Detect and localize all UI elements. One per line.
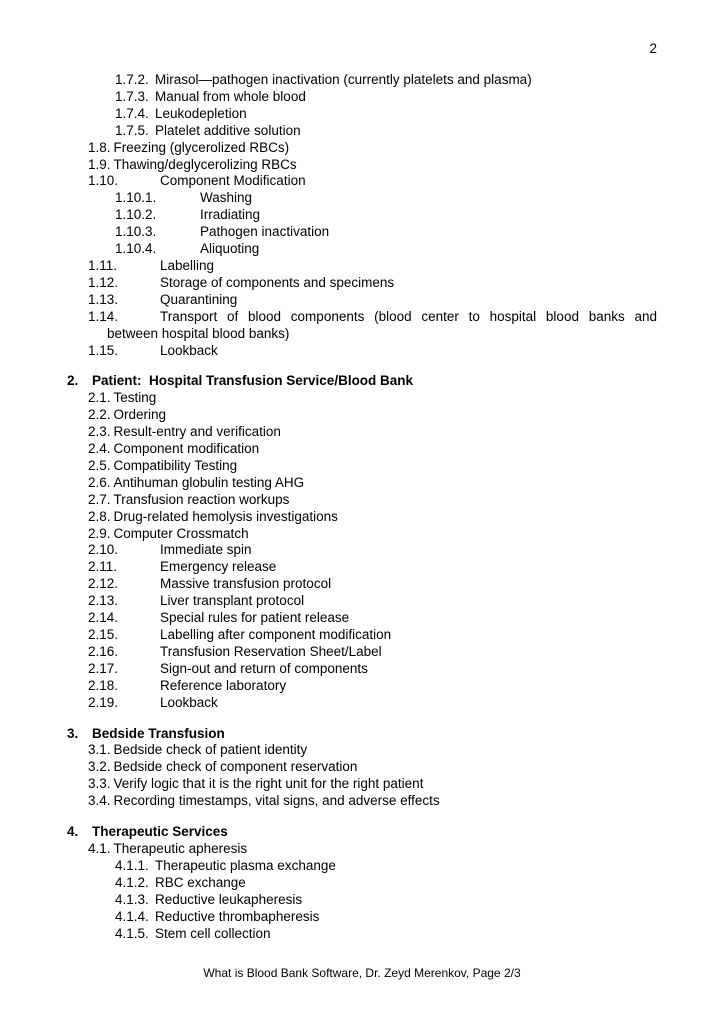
item-number: 2.15. (88, 627, 119, 642)
outline-item (0, 424, 724, 441)
outline-item (0, 72, 724, 89)
outline-item (0, 258, 724, 275)
item-text: Freezing (glycerolized RBCs) (113, 139, 290, 155)
item-number: 1.10. (88, 173, 119, 189)
outline-item (0, 241, 724, 258)
item-text: Verify logic that it is the right unit for the right patient (113, 776, 424, 792)
item-number: 1.10.1. (115, 190, 157, 206)
outline-item (0, 926, 724, 943)
item-text: Quarantining (160, 291, 238, 307)
item-number: 4.1.5. (115, 925, 149, 941)
section-heading (0, 726, 724, 743)
item-text: RBC exchange (155, 874, 246, 890)
outline-item-continuation: between hospital blood banks) (107, 325, 290, 341)
item-text: Washing (200, 190, 253, 206)
item-text: Aliquoting (200, 241, 260, 257)
item-number: 1.10.4. (115, 241, 157, 257)
item-number: 2.9. (88, 525, 111, 541)
item-text: Thawing/deglycerolizing RBCs (113, 156, 297, 172)
item-text: Manual from whole blood (155, 88, 306, 104)
item-text: Storage of components and specimens (160, 274, 395, 290)
outline-item (0, 292, 724, 309)
item-text: Special rules for patient release (160, 610, 350, 626)
outline-item (0, 875, 724, 892)
item-text: Stem cell collection (155, 925, 271, 941)
outline-item (0, 841, 724, 858)
item-number: 2.7. (88, 491, 111, 507)
item-text: Transfusion Reservation Sheet/Label (160, 643, 382, 659)
item-text: Reference laboratory (160, 677, 287, 693)
outline-item (0, 610, 724, 627)
item-number: 1.14. (88, 308, 119, 324)
item-text: Component Modification (160, 173, 306, 189)
item-text: Lookback (160, 342, 218, 358)
outline-item (0, 509, 724, 526)
item-number: 1.10.2. (115, 207, 157, 223)
item-text: Immediate spin (160, 542, 252, 558)
item-number: 2.10. (88, 542, 119, 558)
item-number: 1.15. (88, 342, 119, 358)
item-text: Reductive leukapheresis (155, 891, 303, 907)
item-text: Therapeutic Services (92, 824, 228, 840)
outline-item (0, 661, 724, 678)
outline-item (0, 576, 724, 593)
item-number: 2.11. (88, 559, 118, 575)
item-number: 1.9. (88, 156, 111, 172)
item-text: Testing (113, 390, 157, 406)
item-text: Therapeutic plasma exchange (155, 857, 336, 873)
item-text: Transfusion reaction workups (113, 491, 290, 507)
item-number: 2.3. (88, 424, 111, 440)
outline-item (0, 559, 724, 576)
outline-item (0, 224, 724, 241)
section-heading (0, 373, 724, 390)
item-number: 1.7.4. (115, 105, 149, 121)
item-text: Irradiating (200, 207, 261, 223)
outline-item (0, 526, 724, 543)
item-number: 1.8. (88, 139, 111, 155)
item-text: Bedside check of component reservation (113, 759, 358, 775)
item-number: 2.14. (88, 610, 119, 626)
item-number: 4.1.4. (115, 908, 149, 924)
outline-item (0, 140, 724, 157)
outline-item (0, 492, 724, 509)
item-number: 1.7.5. (115, 122, 149, 138)
page-number: 2 (649, 41, 657, 56)
outline-item (0, 441, 724, 458)
item-text: Labelling (160, 257, 215, 273)
item-number: 3. (67, 725, 79, 741)
outline-item (0, 275, 724, 292)
item-text: Ordering (113, 407, 167, 423)
item-number: 2.8. (88, 508, 111, 524)
item-number: 4.1. (88, 840, 111, 856)
item-number: 2.6. (88, 474, 111, 490)
item-number: 2.16. (88, 643, 119, 659)
outline-item (0, 89, 724, 106)
item-text: Reductive thrombapheresis (155, 908, 320, 924)
item-number: 1.7.3. (115, 88, 149, 104)
item-text: Component modification (113, 441, 260, 457)
item-number: 2.5. (88, 457, 111, 473)
outline-item (0, 343, 724, 360)
outline-item (0, 593, 724, 610)
section-heading (0, 824, 724, 841)
item-number: 2. (67, 373, 79, 389)
item-number: 2.13. (88, 593, 119, 609)
item-text: Computer Crossmatch (113, 525, 249, 541)
outline-item (0, 173, 724, 190)
outline-item (0, 475, 724, 492)
item-text: Platelet additive solution (155, 122, 301, 138)
item-number: 4. (67, 824, 79, 840)
outline-list (0, 72, 724, 942)
item-text: Labelling after component modification (160, 627, 392, 642)
outline-item (0, 207, 724, 224)
footer-text: What is Blood Bank Software, Dr. Zeyd Merenkov, Page 2/3 (203, 966, 521, 980)
outline-item (0, 407, 724, 424)
outline-item (0, 644, 724, 661)
item-text: Bedside check of patient identity (113, 742, 308, 758)
item-number: 2.1. (88, 390, 111, 406)
item-number: 2.18. (88, 677, 119, 693)
item-text: Pathogen inactivation (200, 224, 330, 240)
item-text: Transport of blood components (blood center to hospital blood banks and (160, 308, 657, 324)
outline-item (0, 190, 724, 207)
outline-item (0, 106, 724, 123)
item-number: 2.2. (88, 407, 111, 423)
item-text: Drug-related hemolysis investigations (113, 508, 338, 524)
item-text: Therapeutic apheresis (113, 840, 248, 856)
outline-item (0, 858, 724, 875)
outline-item (0, 309, 724, 326)
outline-item (0, 909, 724, 926)
item-number: 4.1.1. (115, 857, 149, 873)
item-number: 3.2. (88, 759, 111, 775)
item-text: Patient: Hospital Transfusion Service/Blood Bank (92, 373, 414, 389)
outline-item (0, 892, 724, 909)
item-number: 3.4. (88, 793, 111, 809)
item-number: 4.1.3. (115, 891, 149, 907)
item-number: 2.19. (88, 694, 119, 710)
item-text: Leukodepletion (155, 105, 247, 121)
outline-item (0, 123, 724, 140)
item-text: Sign-out and return of components (160, 660, 368, 676)
outline-item (0, 678, 724, 695)
item-text: Lookback (160, 694, 218, 710)
item-text: Massive transfusion protocol (160, 576, 332, 592)
item-text: Result-entry and verification (113, 424, 281, 440)
outline-item (0, 793, 724, 810)
item-text: Bedside Transfusion (92, 725, 225, 741)
item-number: 1.13. (88, 291, 119, 307)
item-text: Compatibility Testing (113, 457, 238, 473)
outline-item (0, 759, 724, 776)
item-text: Emergency release (160, 559, 277, 575)
outline-item (0, 742, 724, 759)
item-number: 4.1.2. (115, 874, 149, 890)
item-number: 2.17. (88, 660, 119, 676)
item-number: 1.11. (88, 257, 118, 273)
item-text: Liver transplant protocol (160, 593, 305, 609)
outline-item (0, 627, 724, 644)
item-number: 2.12. (88, 576, 119, 592)
item-number: 2.4. (88, 441, 111, 457)
item-number: 3.3. (88, 776, 111, 792)
outline-item (0, 776, 724, 793)
outline-item (0, 695, 724, 712)
item-text: Mirasol—pathogen inactivation (currently platelets and plasma) (155, 72, 532, 87)
outline-item (0, 542, 724, 559)
item-number: 1.10.3. (115, 224, 157, 240)
outline-item (0, 458, 724, 475)
outline-item (0, 157, 724, 174)
item-text: Recording timestamps, vital signs, and adverse effects (113, 793, 440, 809)
item-number: 1.7.2. (115, 72, 149, 87)
outline-item (0, 390, 724, 407)
item-number: 1.12. (88, 274, 119, 290)
item-number: 3.1. (88, 742, 111, 758)
item-text: Antihuman globulin testing AHG (113, 474, 305, 490)
